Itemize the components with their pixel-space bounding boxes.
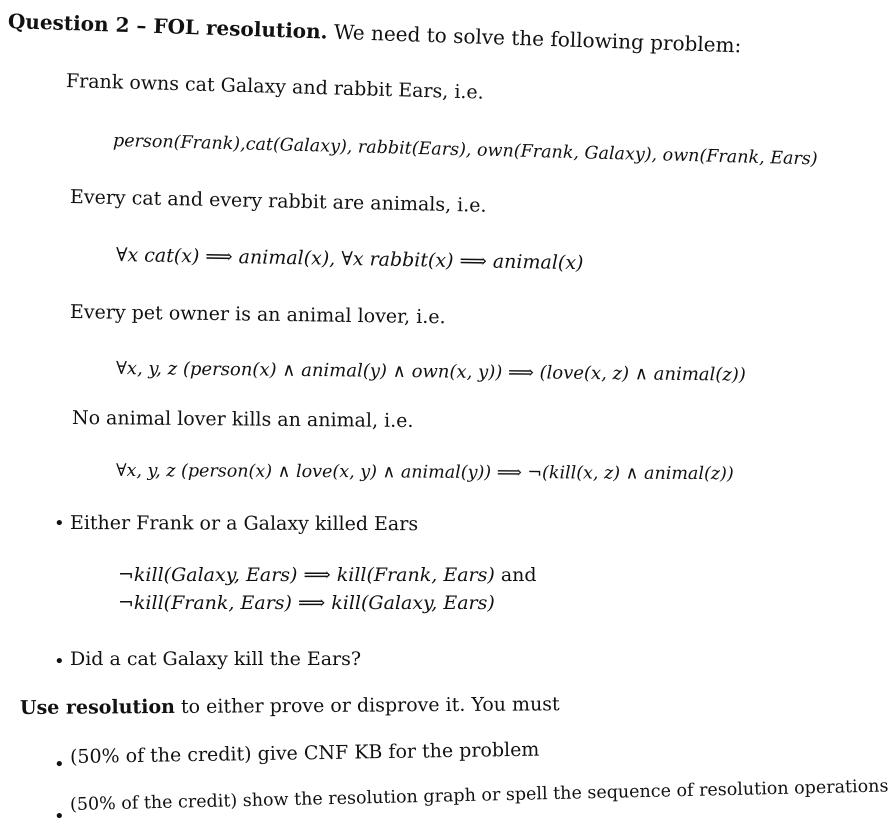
- fact-1-formula: person(Frank),cat(Galaxy), rabbit(Ears), own(Frank, Galaxy), own(Frank, Ears): [112, 131, 818, 170]
- question-header: [8, 10, 742, 56]
- either-formula-2: ¬kill(Frank, Ears) ⟹ kill(Galaxy, Ears): [118, 592, 495, 614]
- either-statement: Either Frank or a Galaxy killed Ears: [69, 512, 419, 536]
- either-and: and: [500, 564, 537, 586]
- bullet-task-1: •: [54, 754, 65, 775]
- either-formula-1-expr: ¬kill(Galaxy, Ears) ⟹ kill(Frank, Ears): [118, 564, 495, 586]
- question-text: Did a cat Galaxy kill the Ears?: [70, 648, 362, 670]
- question-intro: We need to solve the following problem:: [333, 19, 742, 58]
- fact-3-statement: Every pet owner is an animal lover, i.e.: [69, 301, 446, 329]
- either-formula-1: [118, 564, 537, 586]
- task-1: (50% of the credit) give CNF KB for the problem: [69, 738, 540, 768]
- fact-3-formula: ∀x, y, z (person(x) ∧ animal(y) ∧ own(x, y)) ⟹ (love(x, z) ∧ animal(z)): [115, 358, 747, 386]
- bullet-either: •: [54, 513, 65, 534]
- fact-4-formula: ∀x, y, z (person(x) ∧ love(x, y) ∧ animal(y)) ⟹ ¬(kill(x, z) ∧ animal(z)): [115, 461, 734, 485]
- question-label: Question 2 – FOL resolution.: [7, 9, 329, 44]
- task-2: (50% of the credit) show the resolution graph or spell the sequence of resolution operations: [69, 776, 889, 815]
- fact-2-formula: ∀x cat(x) ⟹ animal(x), ∀x rabbit(x) ⟹ animal(x): [115, 244, 584, 275]
- fact-4-statement: No animal lover kills an animal, i.e.: [71, 407, 414, 432]
- fact-1-statement: Frank owns cat Galaxy and rabbit Ears, i.e.: [65, 70, 485, 104]
- instruction-bold: Use resolution: [19, 695, 176, 719]
- instruction: [20, 693, 560, 719]
- instruction-rest: to either prove or disprove it. You must: [180, 693, 560, 718]
- bullet-task-2: •: [54, 806, 65, 827]
- bullet-question: •: [54, 651, 65, 672]
- fact-2-statement: Every cat and every rabbit are animals, i.e.: [69, 186, 487, 217]
